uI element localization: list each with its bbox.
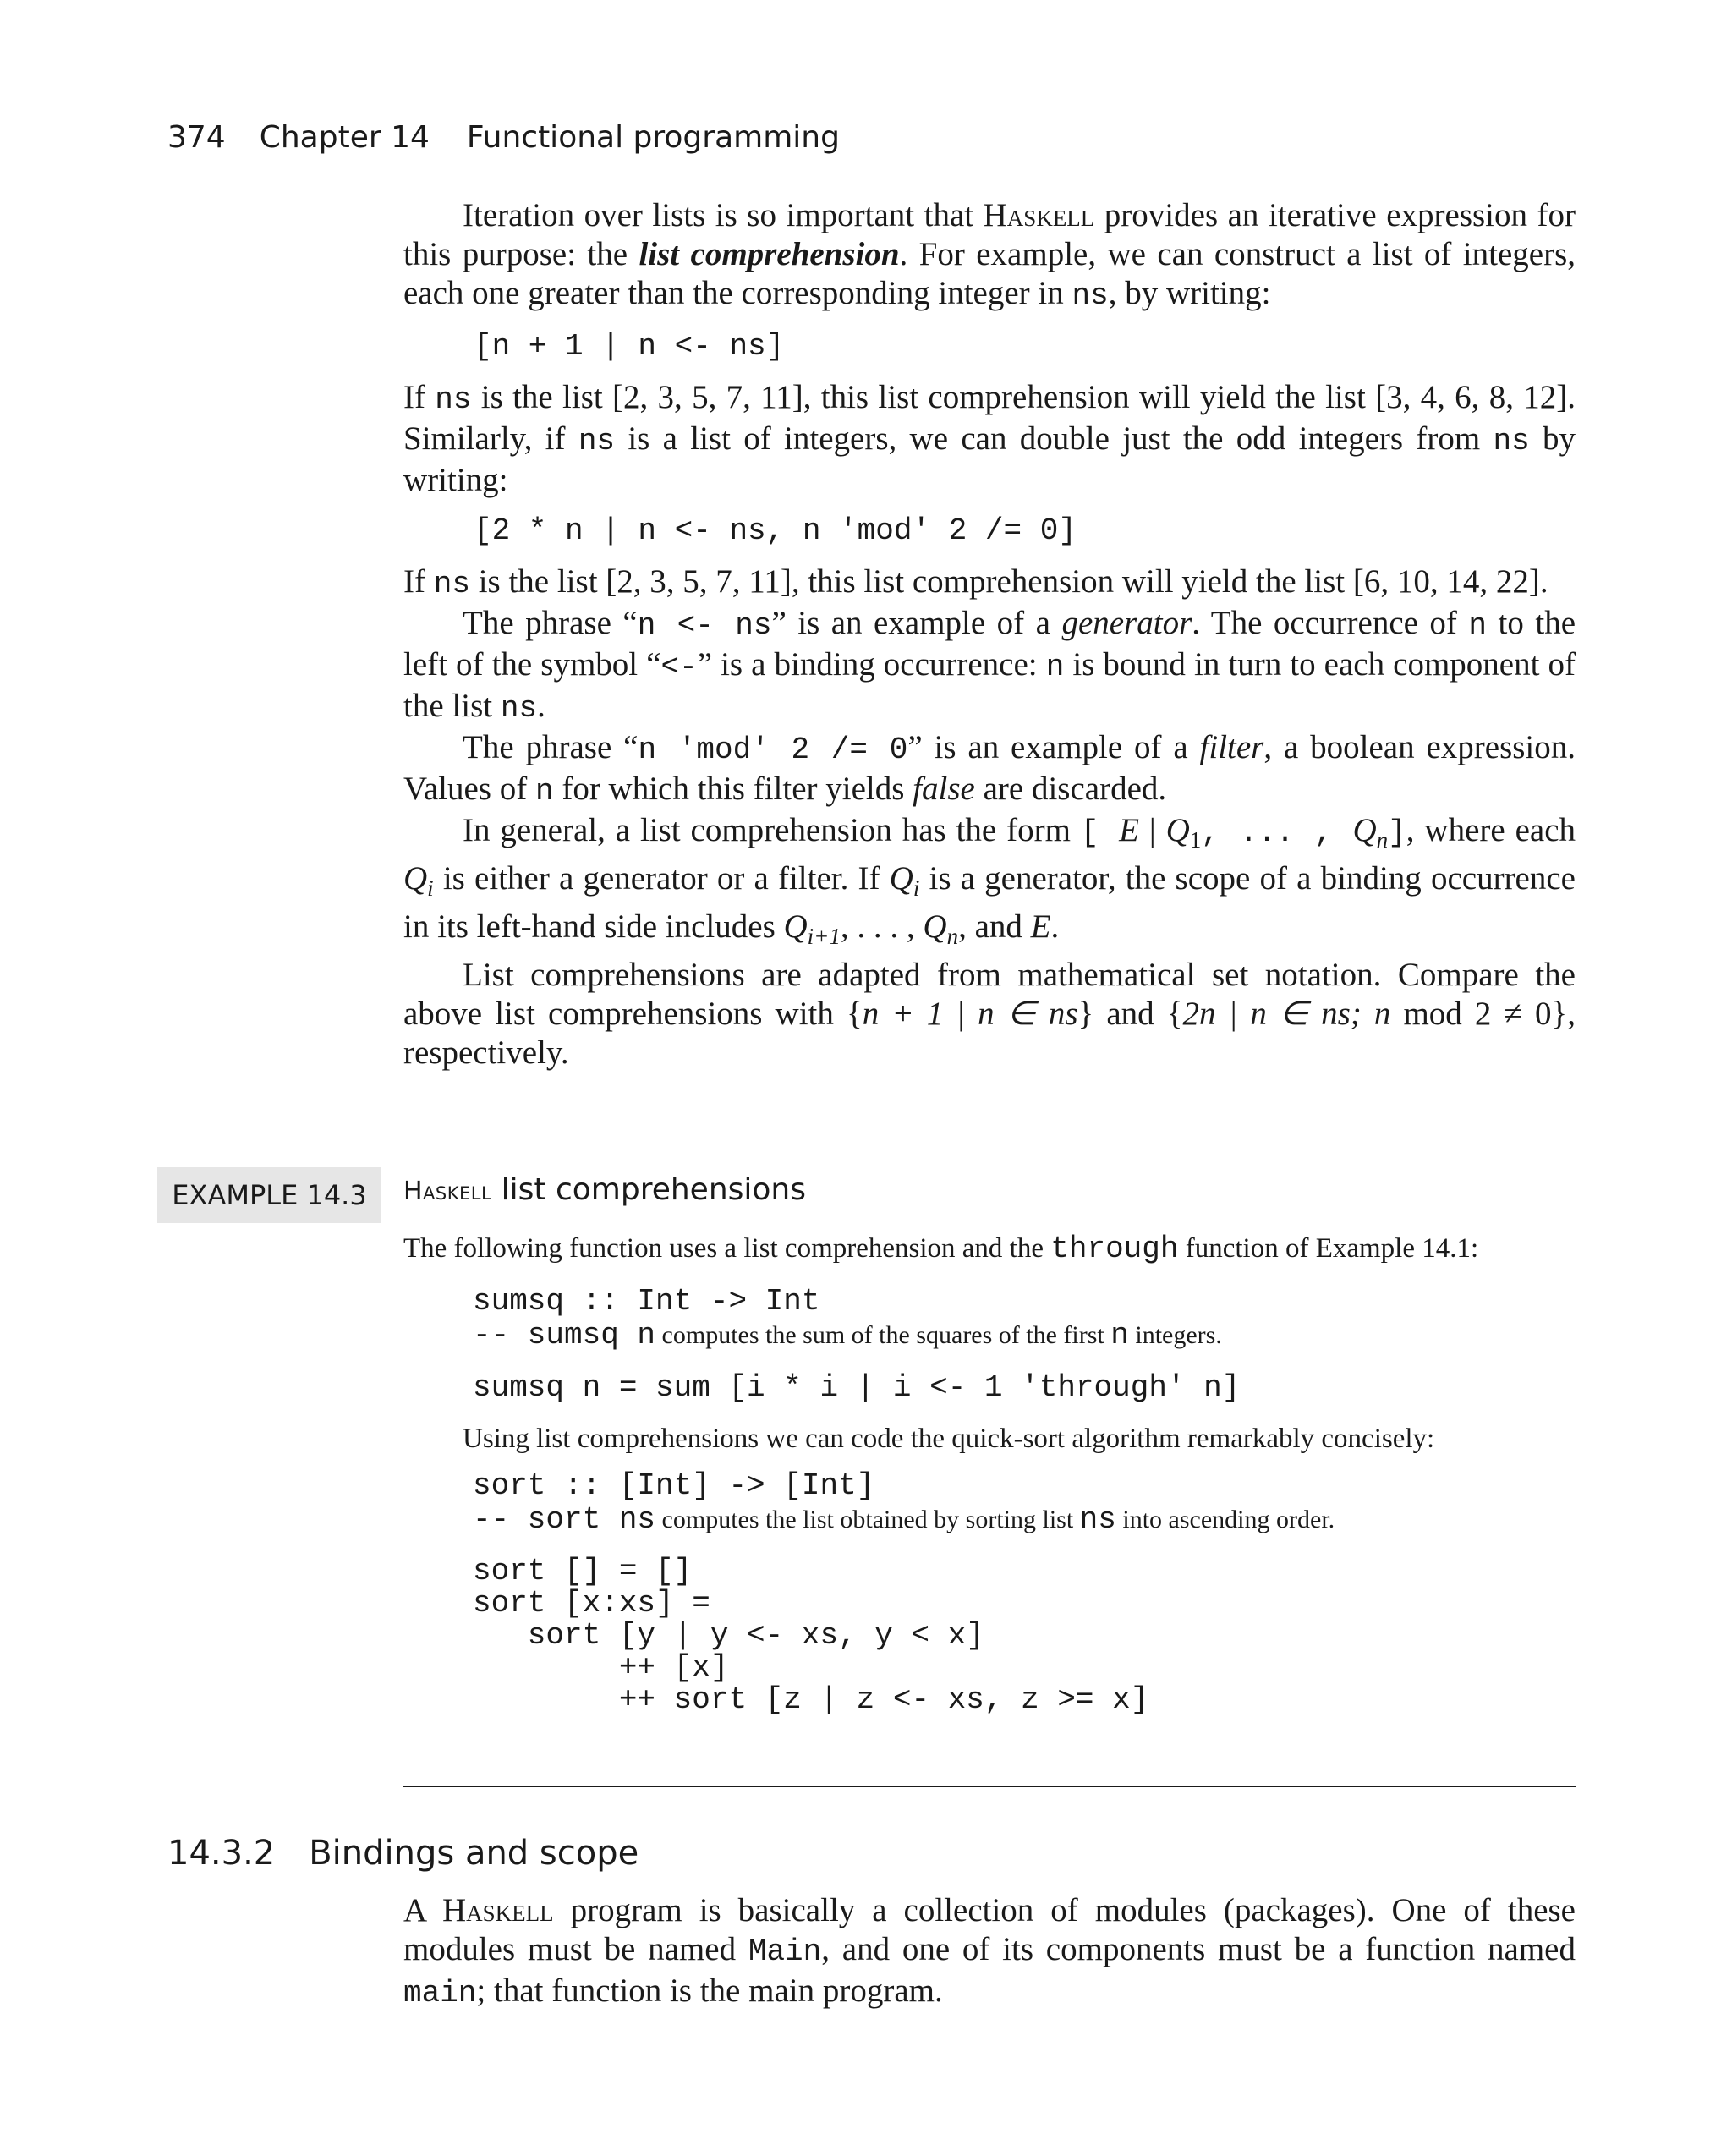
intro-text [403, 196, 1576, 1073]
term-list-comprehension: list comprehension [639, 236, 900, 272]
example-title: Haskell list comprehensions [403, 1172, 806, 1207]
chapter-title: Functional programming [466, 120, 840, 155]
paragraph-1: Iteration over lists is so important that Haskell provides an iterative expression for this purpose: the list comprehension. For example, we can construct a list of integers, each one greater than the corresponding integer in ns, by writing: [403, 197, 1576, 313]
sort-signature: sort :: [Int] -> [Int] [473, 1468, 875, 1503]
code-example-2: [2 * n | n <- ns, n 'mod' 2 /= 0] [474, 513, 1077, 548]
example-intro: The following function uses a list comprehension and the through function of Example 14.1: [403, 1232, 1479, 1266]
paragraph-7: List comprehensions are adapted from mathematical set notation. Compare the above list comprehensions with {n + 1 | n ∈ ns} and {2n | n ∈ ns; n mod 2 ≠ 0}, respectively. [403, 957, 1576, 1071]
sort-definition: sort [] = [] sort [x:xs] = sort [y | y <- xs, y < x] ++ [x] ++ sort [z | z <- xs, z >= x] [473, 1554, 1149, 1717]
example-end-rule [403, 1786, 1576, 1787]
example-body [403, 1232, 1576, 1716]
running-head [167, 120, 840, 155]
section-paragraph: A Haskell program is basically a collection of modules (packages). One of these modules must be named Main, and one of its components must be a function named main; that function is the main program. [403, 1892, 1576, 2011]
paragraph-3: If ns is the list [2, 3, 5, 7, 11], this list comprehension will yield the list [6, 10, 14, 22]. [403, 563, 1548, 601]
paragraph-2: If ns is the list [2, 3, 5, 7, 11], this list comprehension will yield the list [3, 4, 6, 8, 12]. Similarly, if ns is a list of integers, we can double just the odd integers from ns by writing: [403, 379, 1576, 498]
example-label: EXAMPLE 14.3 [157, 1167, 381, 1223]
paragraph-6: In general, a list comprehension has the form [ E | $Q_1$, ... , $Q_n$], where each $Q_i$ is either a generator or a filter. If $Q_i$ is a generator, the scope of a binding occurrence in its left-hand side includes $Q_{i+1}$, . . . , $Q_n$, and E. [403, 812, 1576, 949]
paragraph-5: The phrase “n 'mod' 2 /= 0” is an example of a filter, a boolean expression. Values of n for which this filter yields false are discarded. [403, 729, 1576, 809]
sumsq-block [473, 1285, 1576, 1405]
code-example-1: [n + 1 | n <- ns] [474, 329, 785, 364]
quicksort-intro: Using list comprehensions we can code the quick-sort algorithm remarkably concisely: [463, 1424, 1435, 1454]
section-heading: 14.3.2 Bindings and scope [167, 1834, 639, 1873]
sumsq-signature: sumsq :: Int -> Int [473, 1284, 820, 1319]
paragraph-4: The phrase “n <- ns” is an example of a generator. The occurrence of n to the left of the symbol “<-” is a binding occurrence: n is bound in turn to each component of the list ns. [403, 605, 1576, 726]
sumsq-definition: sumsq n = sum [i * i | i <- 1 'through' n] [473, 1370, 1241, 1405]
section-text [403, 1891, 1576, 2013]
page-number: 374 [167, 120, 226, 155]
sort-comment: -- sort ns computes the list obtained by sorting list ns into ascending order. [473, 1502, 1335, 1537]
sort-block [473, 1469, 1576, 1716]
sumsq-comment: -- sumsq n computes the sum of the squares of the first n integers. [473, 1318, 1222, 1352]
chapter-label: Chapter 14 [259, 120, 430, 155]
